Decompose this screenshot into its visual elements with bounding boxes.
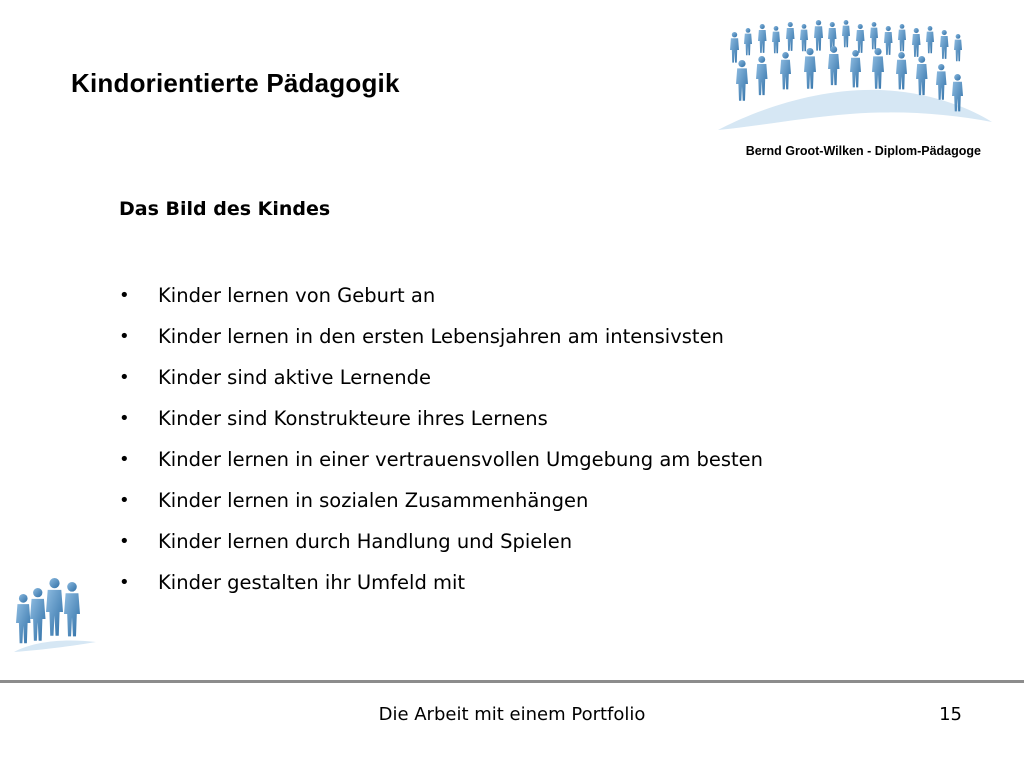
list-item <box>119 521 763 562</box>
list-item <box>119 275 763 316</box>
bullet-icon: • <box>119 572 130 593</box>
bullet-list <box>119 275 763 603</box>
crowd-of-people-icon <box>700 18 1000 142</box>
subheading: Das Bild des Kindes <box>119 198 331 220</box>
list-item <box>119 562 763 603</box>
list-item-text: Kinder sind aktive Lernende <box>158 366 431 389</box>
footer-title: Die Arbeit mit einem Portfolio <box>378 704 646 725</box>
list-item <box>119 357 763 398</box>
bullet-icon: • <box>119 449 130 470</box>
group-of-people-icon <box>12 572 98 656</box>
list-item <box>119 316 763 357</box>
bullet-icon: • <box>119 531 130 552</box>
list-item-text: Kinder lernen in einer vertrauensvollen Umgebung am besten <box>158 448 764 471</box>
bullet-icon: • <box>119 490 130 511</box>
bullet-icon: • <box>119 408 130 429</box>
list-item-text: Kinder gestalten ihr Umfeld mit <box>158 571 466 594</box>
list-item <box>119 480 763 521</box>
list-item-text: Kinder lernen durch Handlung und Spielen <box>158 530 573 553</box>
list-item-text: Kinder sind Konstrukteure ihres Lernens <box>158 407 548 430</box>
author-credit: Bernd Groot-Wilken - Diplom-Pädagoge <box>745 144 981 158</box>
list-item <box>119 439 763 480</box>
slide-title: Kindorientierte Pädagogik <box>71 68 400 98</box>
list-item <box>119 398 763 439</box>
bullet-icon: • <box>119 367 130 388</box>
list-item-text: Kinder lernen in den ersten Lebensjahren am intensivsten <box>158 325 724 348</box>
list-item-text: Kinder lernen in sozialen Zusammenhängen <box>158 489 589 512</box>
list-item-text: Kinder lernen von Geburt an <box>158 284 436 307</box>
bullet-icon: • <box>119 326 130 347</box>
footer-divider <box>0 680 1024 683</box>
page-number: 15 <box>939 704 962 725</box>
bullet-icon: • <box>119 285 130 306</box>
